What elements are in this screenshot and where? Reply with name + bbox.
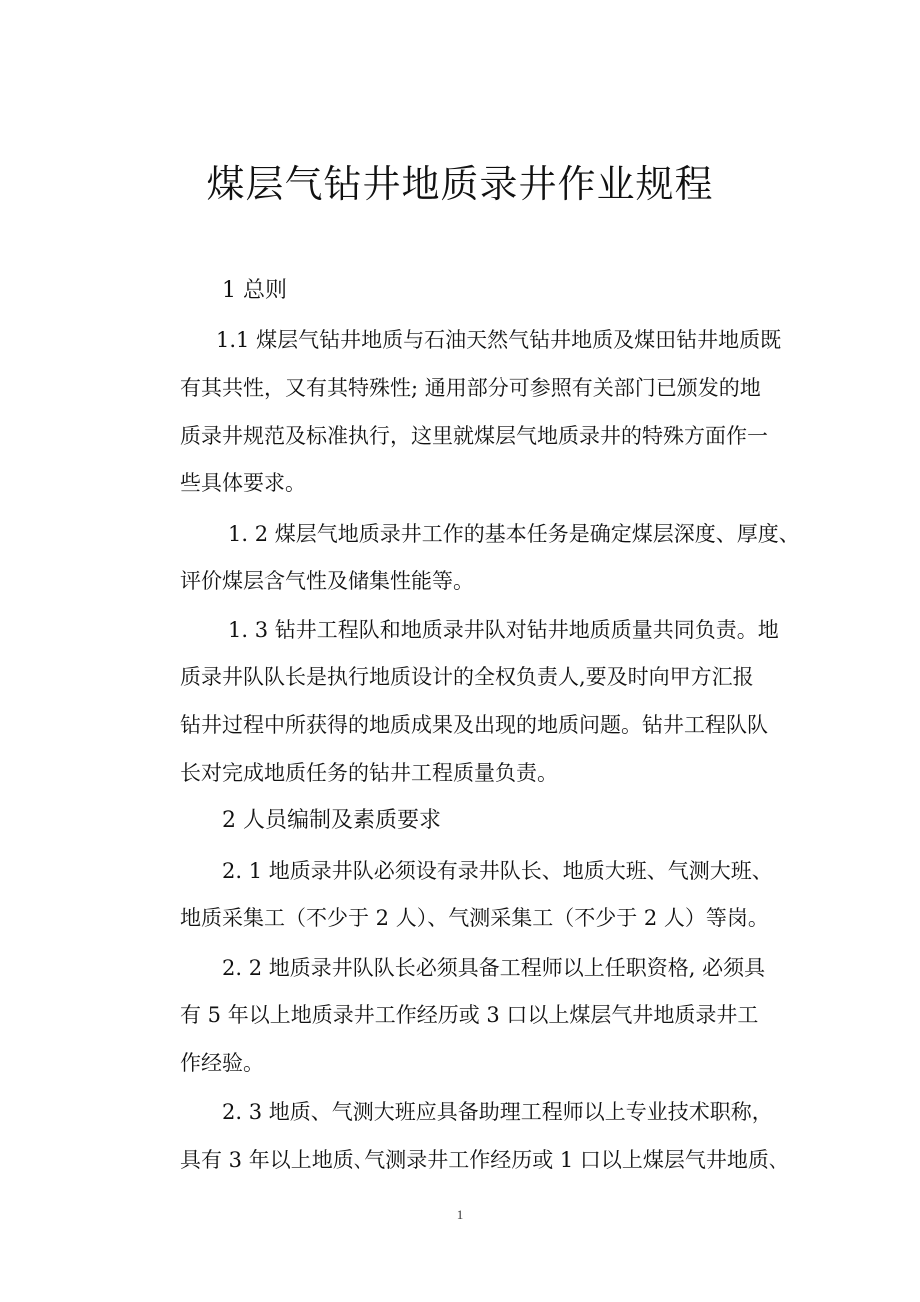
- paragraph-line: 作经验。: [180, 1051, 264, 1075]
- paragraph-line: 地质采集工（不少于 2 人）、气测采集工（不少于 2 人）等岗。: [180, 906, 769, 930]
- paragraph-line: 评价煤层含气性及储集性能等。: [180, 569, 474, 593]
- paragraph-line: 长对完成地质任务的钻井工程质量负责。: [180, 761, 558, 785]
- paragraph-line: 质录井队队长是执行地质设计的全权负责人,要及时向甲方汇报: [180, 665, 754, 689]
- section-heading-general: 1 总则: [222, 278, 287, 303]
- document-title: 煤层气钻井地质录井作业规程: [206, 162, 714, 206]
- paragraph-line: 1. 3 钻井工程队和地质录井队对钻井地质质量共同负责。地: [228, 618, 779, 642]
- paragraph-line: 2. 2 地质录井队队长必须具备工程师以上任职资格, 必须具: [222, 956, 766, 980]
- paragraph-line: 质录井规范及标准执行，这里就煤层气地质录井的特殊方面作一: [180, 424, 768, 448]
- page-number: 1: [456, 1207, 464, 1222]
- paragraph-line: 2. 1 地质录井队必须设有录井队长、地质大班、气测大班、: [222, 859, 773, 883]
- paragraph-line: 有其共性，又有其特殊性; 通用部分可参照有关部门已颁发的地: [180, 376, 761, 400]
- paragraph-line: 钻井过程中所获得的地质成果及出现的地质问题。钻井工程队队: [180, 713, 768, 737]
- paragraph-line: 些具体要求。: [180, 471, 306, 495]
- paragraph-line: 具有 3 年以上地质､气测录井工作经历或 1 口以上煤层气井地质､: [180, 1148, 780, 1172]
- paragraph-line: 有 5 年以上地质录井工作经历或 3 口以上煤层气井地质录井工: [180, 1003, 759, 1027]
- paragraph-line: 1. 2 煤层气地质录井工作的基本任务是确定煤层深度、厚度、: [228, 522, 800, 546]
- paragraph-line: 1.1 煤层气钻井地质与石油天然气钻井地质及煤田钻井地质既: [216, 328, 782, 352]
- section-heading-personnel: 2 人员编制及素质要求: [222, 808, 441, 833]
- paragraph-line: 2. 3 地质、气测大班应具备助理工程师以上专业技术职称，: [222, 1100, 773, 1124]
